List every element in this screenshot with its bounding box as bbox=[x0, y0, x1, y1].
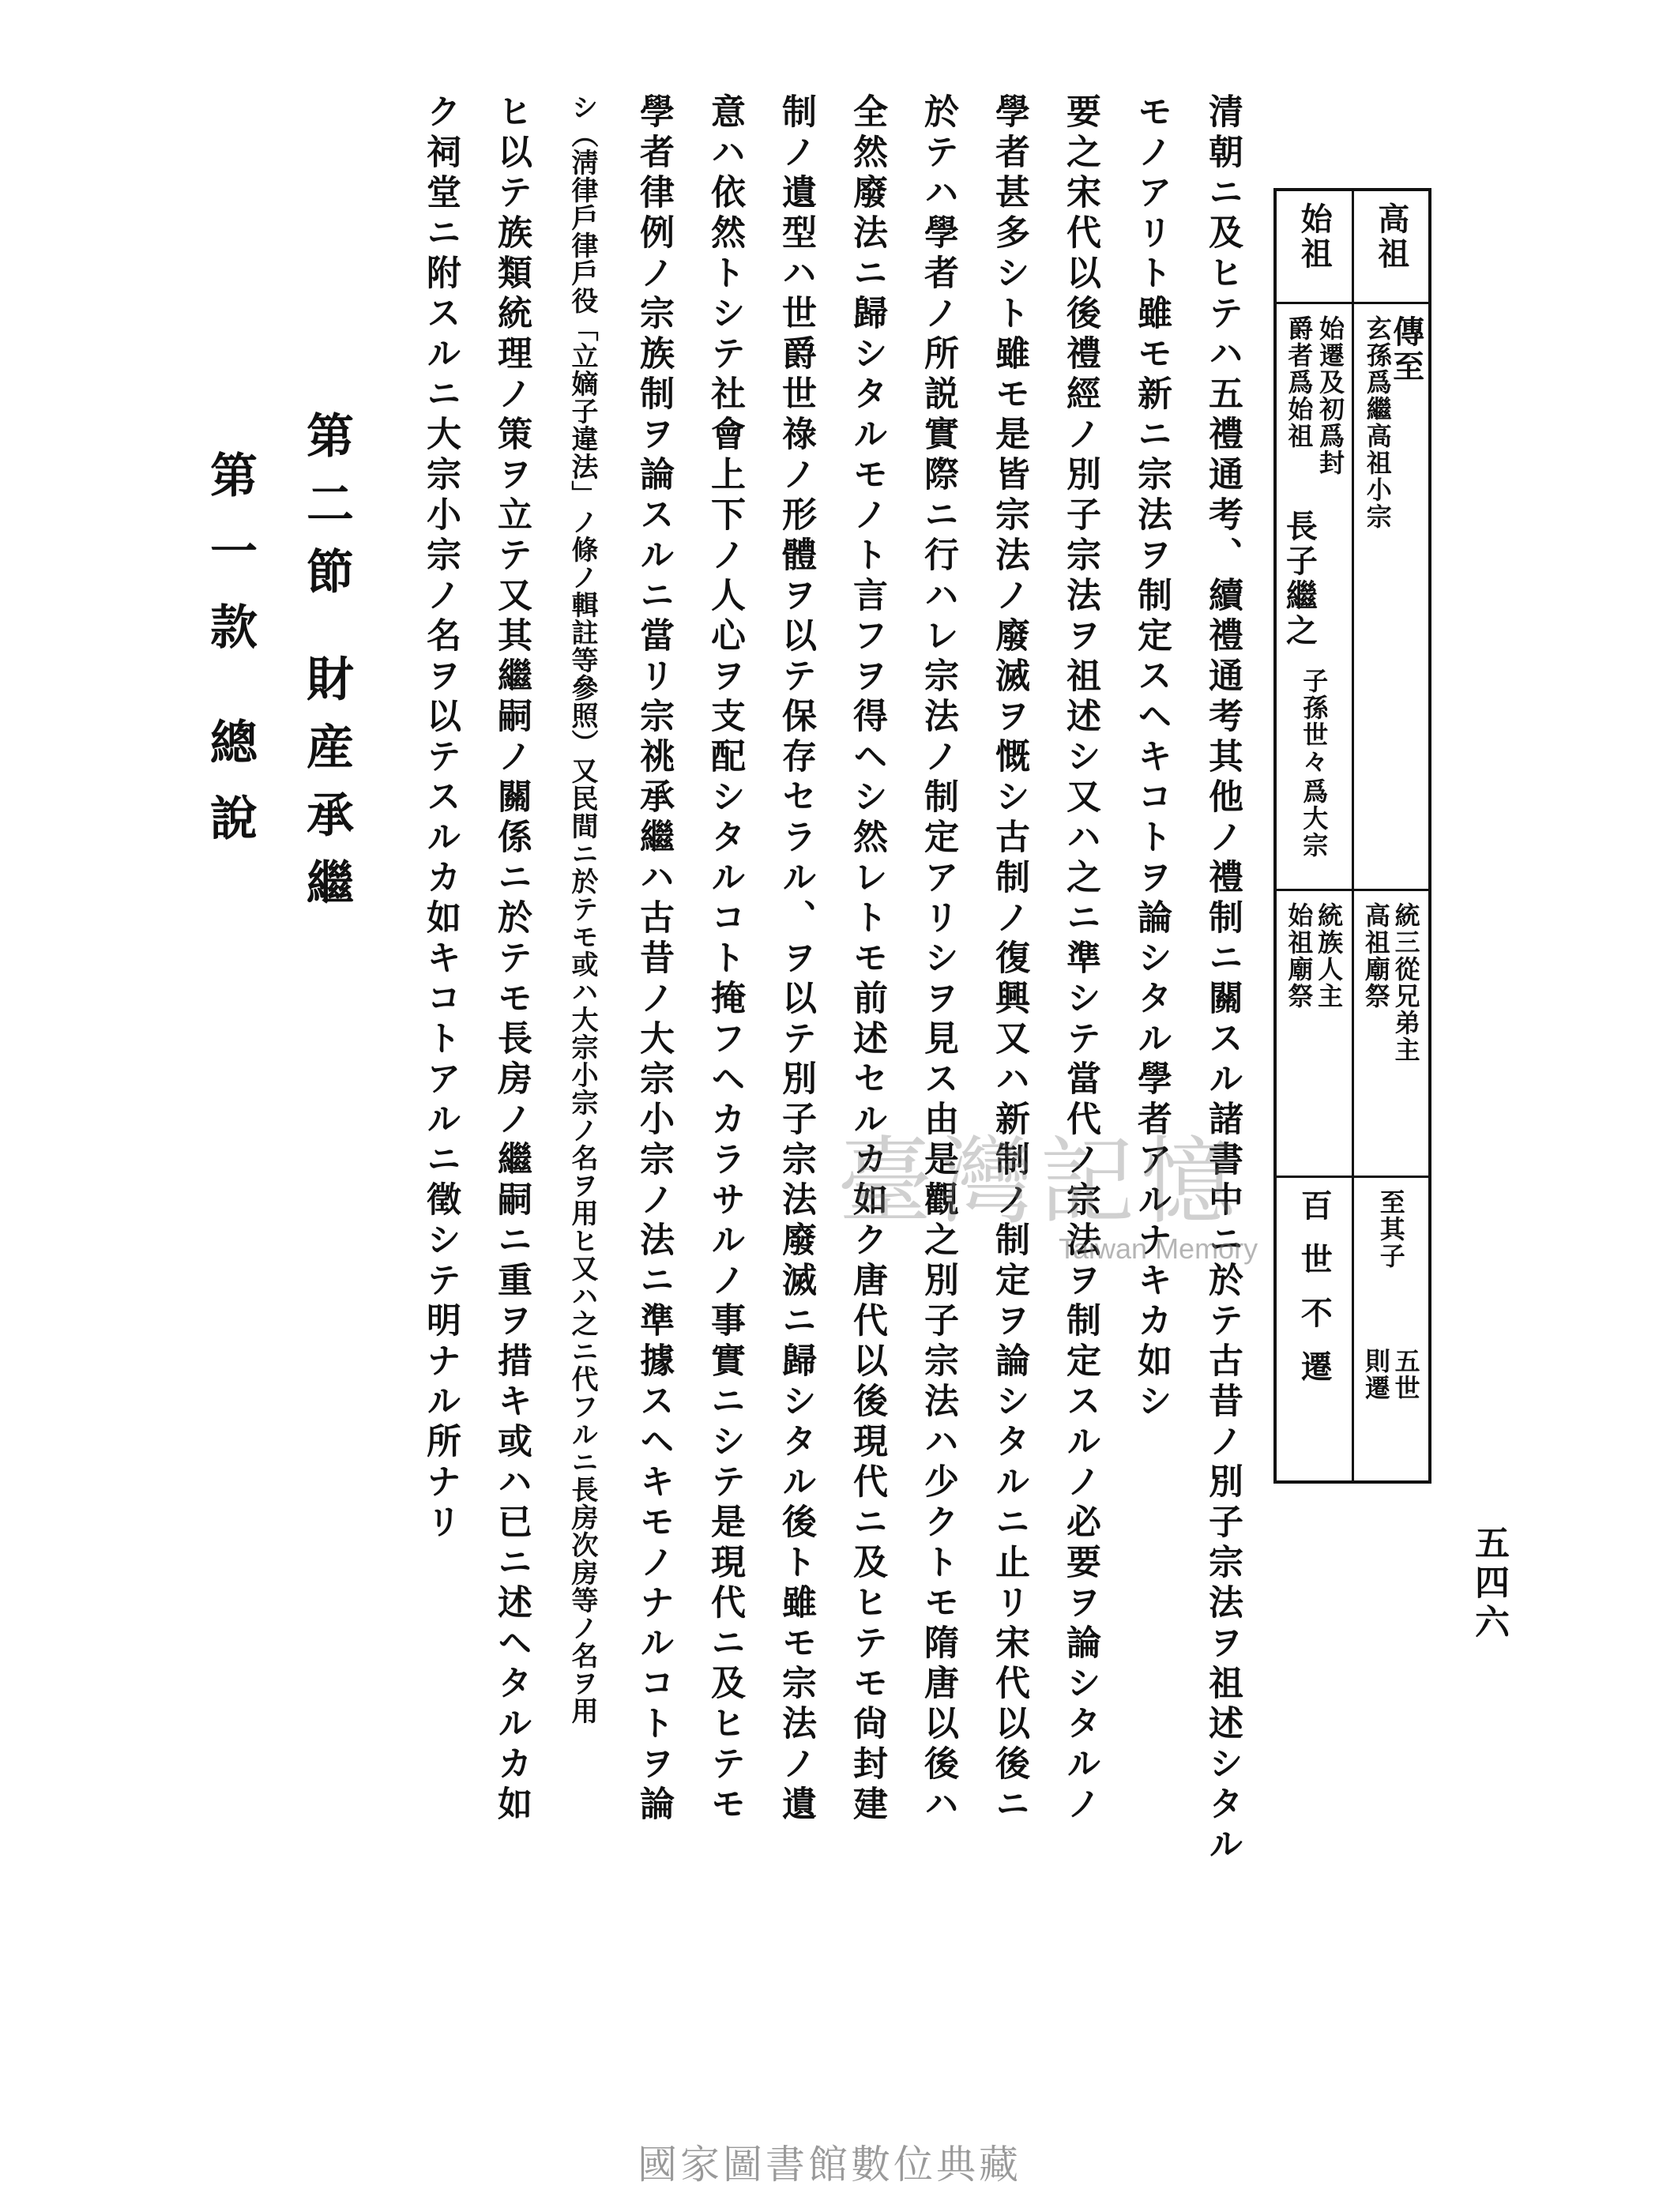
table-text: 百世不遷 bbox=[1296, 1189, 1334, 1404]
chapter-title: 總說 bbox=[202, 717, 258, 869]
table-text: 始遷及初爲封 bbox=[1315, 315, 1346, 476]
section-heading bbox=[292, 411, 360, 926]
table-cell bbox=[1277, 302, 1352, 889]
table-text: 子孫世々 bbox=[1299, 668, 1330, 775]
table-text: 傳至 bbox=[1387, 315, 1425, 385]
body-column: 要之宋代以後禮經ノ別子宗法ヲ祖述シ又ハ之ニ準シテ當代ノ宗法ヲ制定スルノ必要ヲ論シタルノ bbox=[1060, 93, 1100, 1826]
section-title: 財産承繼 bbox=[299, 654, 354, 926]
body-column: ヒ以テ族類統理ノ策ヲ立テ又其繼嗣ノ關係ニ於テモ長房ノ繼嗣ニ重ヲ措キ或ハ已ニ述ヘタルカ如 bbox=[491, 93, 532, 1826]
table-text: 則遷 bbox=[1360, 1348, 1391, 1401]
table-cell bbox=[1277, 191, 1352, 302]
chapter-label: 第一款 bbox=[202, 450, 258, 678]
table-text: 玄孫爲繼高祖小宗 bbox=[1362, 315, 1393, 530]
body-column: 意ハ依然トシテ社會上下ノ人心ヲ支配シタルコト掩フヘカラサルノ事實ニシテ是現代ニ及ヒテモ bbox=[705, 93, 745, 1826]
page-number: 五四六 bbox=[1469, 1525, 1509, 1643]
table-text: 統三從兄弟主 bbox=[1390, 902, 1421, 1063]
table-column-high-ancestor bbox=[1352, 191, 1429, 1480]
table-cell bbox=[1354, 302, 1429, 889]
body-column: モノアリト雖モ新ニ宗法ヲ制定スヘキコトヲ論シタル學者アルナキカ如シ bbox=[1131, 93, 1172, 1423]
table-text: 至其子 bbox=[1375, 1189, 1406, 1270]
watermark-text: 臺灣記憶 bbox=[837, 1127, 1242, 1237]
genealogy-table bbox=[1273, 188, 1431, 1484]
table-text: 始祖廟祭 bbox=[1284, 902, 1315, 1010]
body-column: 制ノ遺型ハ世爵世祿ノ形體ヲ以テ保存セラル、ヲ以テ別子宗法廢滅ニ歸シタル後ト雖モ宗法ノ遺 bbox=[776, 93, 816, 1826]
table-cell bbox=[1277, 889, 1352, 1176]
table-text: 高祖廟祭 bbox=[1360, 902, 1391, 1010]
body-column: 於テハ學者ノ所説實際ニ行ハレ宗法ノ制定アリシヲ見ス由是觀之別子宗法ハ少クトモ隋唐以後ハ bbox=[918, 93, 958, 1826]
table-cell bbox=[1354, 1176, 1429, 1488]
table-cell bbox=[1277, 1176, 1352, 1488]
table-column-first-ancestor bbox=[1277, 191, 1352, 1480]
table-heading: 始祖 bbox=[1296, 202, 1334, 272]
table-text: 爵者爲始祖 bbox=[1284, 315, 1315, 450]
table-cell bbox=[1354, 889, 1429, 1176]
body-column: 學者甚多シト雖モ是皆宗法ノ廢滅ヲ慨シ古制ノ復興又ハ新制ノ制定ヲ論シタルニ止リ宋代以後ニ bbox=[989, 93, 1029, 1826]
body-column: シ（淸律戶律戶役「立嫡子違法」ノ條ノ輯註等參照）又民間ニ於テモ或ハ大宗小宗ノ名ヲ用ヒ又ハ之ニ代フルニ長房次房等ノ名ヲ用 bbox=[566, 93, 598, 1725]
body-column: 清朝ニ及ヒテハ五禮通考、續禮通考其他ノ禮制ニ關スル諸書中ニ於テ古昔ノ別子宗法ヲ祖述シタル bbox=[1202, 93, 1243, 1866]
body-column: ク祠堂ニ附スルニ大宗小宗ノ名ヲ以テスルカ如キコトアルニ徵シテ明ナル所ナリ bbox=[420, 93, 461, 1544]
table-heading: 高祖 bbox=[1372, 202, 1410, 272]
watermark-subtext: Taiwan Memory bbox=[1059, 1232, 1258, 1265]
table-text: 長子繼之 bbox=[1281, 510, 1319, 649]
chapter-heading bbox=[196, 450, 264, 869]
body-column: 學者律例ノ宗族制ヲ論スルニ當リ宗祧承繼ハ古昔ノ大宗小宗ノ法ニ準據スヘキモノナルコトヲ論 bbox=[634, 93, 674, 1826]
table-cell bbox=[1354, 191, 1429, 302]
footer-credit: 國家圖書館數位典藏 bbox=[638, 2142, 1021, 2188]
body-column: 全然廢法ニ歸シタルモノト言フヲ得ヘシ然レトモ前述セルカ如ク唐代以後現代ニ及ヒテモ尙封建 bbox=[847, 93, 887, 1826]
table-text: 統族人主 bbox=[1314, 902, 1345, 1010]
table-text: 爲大宗 bbox=[1299, 778, 1330, 859]
section-label: 第二節 bbox=[299, 411, 354, 615]
table-text: 五世 bbox=[1390, 1348, 1421, 1401]
